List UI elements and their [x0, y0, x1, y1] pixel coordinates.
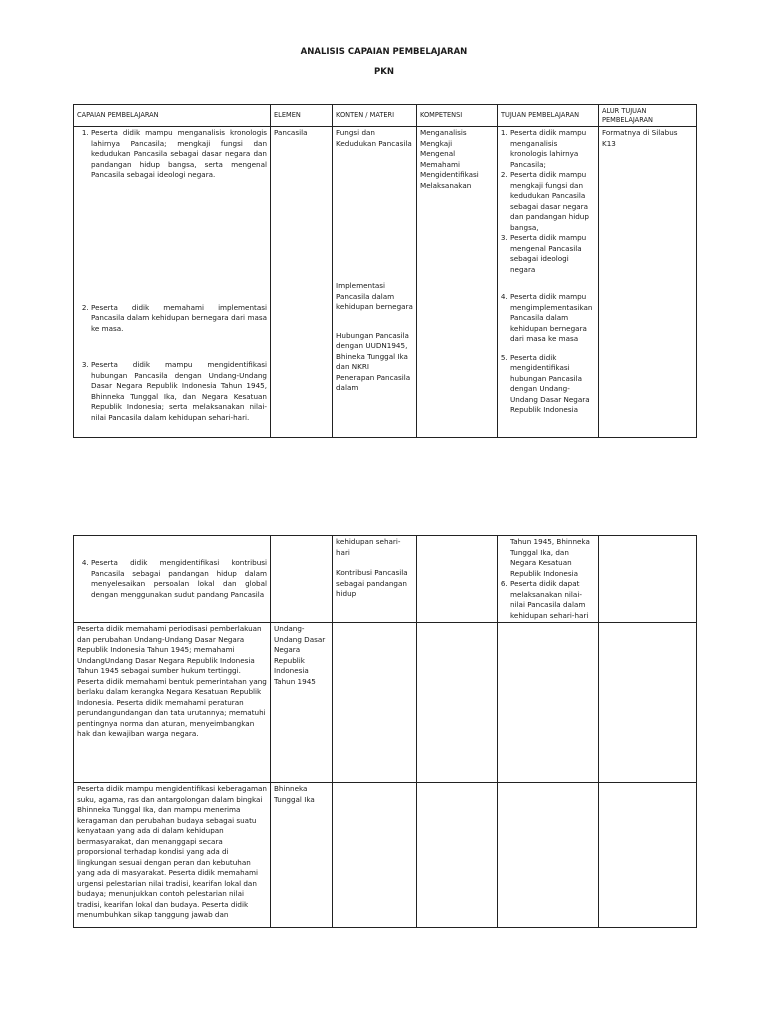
table-row	[74, 127, 697, 438]
tujuan-cell	[498, 127, 599, 438]
cp-item-3: 3. Peserta didik mampu mengidentifikasi hubungan Pancasila dengan Undang-Undang Dasar Negara Republik Indonesia Tahun 1945, Bhinneka Tunggal Ika, dan Negara Kesatuan Republik Indonesia; serta melaksanakan nilai-nilai Pancasila dalam kehidupan sehari-hari.	[91, 360, 267, 423]
tujuan-item-4: 4. Peserta didik mampu mengimplementasikan Pancasila dalam kehidupan bernegara dari masa ke masa	[510, 292, 595, 345]
document-subtitle: PKN	[374, 67, 394, 77]
kompetensi-6: Melaksanakan	[420, 180, 472, 190]
cp-item-1: 1. Peserta didik mampu menganalisis kronologis lahirnya Pancasila; mengkaji fungsi dan kedudukan Pancasila sebagai dasar negara dan pandangan hidup bangsa, serta mengenal Pancasila sebagai ideologi negara.	[91, 128, 267, 181]
elemen-cell: Undang-Undang Dasar Negara Republik Indonesia Tahun 1945	[271, 623, 333, 783]
cp-item-1-list	[77, 128, 267, 181]
konten-cell	[333, 536, 417, 623]
elemen-cell: Bhinneka Tunggal Ika	[271, 783, 333, 928]
konten-1: Fungsi dan Kedudukan Pancasila	[336, 128, 412, 148]
konten-cell	[333, 623, 417, 783]
tujuan-list-4	[498, 579, 595, 621]
cp-group-1-3	[77, 128, 267, 423]
konten-3a: Hubungan Pancasila dengan UUDN1945, Bhineka Tunggal Ika dan NKRI	[336, 330, 409, 371]
alur-cell: Formatnya di Silabus K13	[599, 127, 697, 438]
kompetensi-2: Mengkaji	[420, 138, 453, 148]
alur-cell	[599, 536, 697, 623]
elemen-cell	[271, 536, 333, 623]
tujuan-item-5: 5. Peserta didik mengidentifikasi hubungan Pancasila dengan Undang-Undang Dasar Negara Republik Indonesia	[510, 353, 595, 416]
tujuan-item-1: 1. Peserta didik mampu menganalisis kronologis lahirnya Pancasila;	[510, 128, 595, 170]
konten-cell	[333, 783, 417, 928]
tujuan-list-3	[498, 353, 595, 416]
header-elemen: ELEMEN	[271, 105, 333, 127]
capaian-cell: Peserta didik mampu mengidentifikasi keberagaman suku, agama, ras dan antargolongan dalam bingkai Bhinneka Tunggal Ika, dan mampu menerima keragaman dan perubahan budaya sebagai suatu kenyataan yang ada di dalam kehidupan bermasyarakat, dan menanggapi secara proporsional terhadap kondisi yang ada di lingkungan sesuai dengan peran dan kebutuhan yang ada di masyarakat. Peserta didik memahami urgensi pelestarian nilai tradisi, kearifan lokal dan budaya; menunjukkan contoh pelestarian nilai tradisi, kearifan lokal dan budaya. Peserta didik menumbuhkan sikap tanggung jawab dan	[74, 783, 271, 928]
header-konten: KONTEN / MATERI	[333, 105, 417, 127]
document-title: ANALISIS CAPAIAN PEMBELAJARAN	[300, 47, 468, 57]
table-row	[74, 623, 697, 783]
tujuan-item-2: 2. Peserta didik mampu mengkaji fungsi dan kedudukan Pancasila sebagai dasar negara dan pandangan hidup bangsa,	[510, 170, 595, 233]
konten-2: Implementasi Pancasila dalam kehidupan bernegara	[336, 281, 413, 311]
kompetensi-cell	[417, 536, 498, 623]
elemen-cell: Pancasila	[271, 127, 333, 438]
capaian-cell	[74, 127, 271, 438]
cp-item-3-list	[77, 360, 267, 423]
kompetensi-cell	[417, 783, 498, 928]
tujuan-cell	[498, 783, 599, 928]
table-header-row	[74, 105, 697, 127]
header-kompetensi: KOMPETENSI	[417, 105, 498, 127]
tujuan-cell	[498, 623, 599, 783]
analysis-table-page-2	[73, 535, 697, 928]
kompetensi-4: Memahami	[420, 159, 460, 169]
konten-cell	[333, 127, 417, 438]
cp-item-4: 4. Peserta didik mengidentifikasi kontribusi Pancasila sebagai pandangan hidup dalam menyelesaikan persoalan lokal dan global dengan menggunakan sudut pandang Pancasila	[91, 558, 267, 600]
tujuan-item-6: 6. Peserta didik dapat melaksanakan nilai-nilai Pancasila dalam kehidupan sehari-hari	[510, 579, 595, 621]
header-tujuan: TUJUAN PEMBELAJARAN	[498, 105, 599, 127]
cp-item-2-list	[77, 303, 267, 335]
capaian-cell: Peserta didik memahami periodisasi pemberlakuan dan perubahan Undang-Undang Dasar Negara Republik Indonesia Tahun 1945; memahami UndangUndang Dasar Negara Republik Indonesia Tahun 1945 sebagai sumber hukum tertinggi. Peserta didik memahami bentuk pemerintahan yang berlaku dalam kerangka Negara Kesatuan Republik Indonesia. Peserta didik memahami peraturan perundangundangan dan tata urutannya; mematuhi pentingnya norma dan aturan, menyeimbangkan hak dan kewajiban warga negara.	[74, 623, 271, 783]
tujuan-cell	[498, 536, 599, 623]
tujuan-list-1	[498, 128, 595, 275]
kompetensi-5: Mengidentifikasi	[420, 170, 479, 179]
tujuan-list-2	[498, 292, 595, 345]
table-row	[74, 783, 697, 928]
tujuan-item-5-cont: Tahun 1945, Bhinneka Tunggal Ika, dan Negara Kesatuan Republik Indonesia	[510, 537, 590, 578]
kompetensi-cell	[417, 127, 498, 438]
header-alur: ALUR TUJUAN PEMBELAJARAN	[599, 105, 697, 127]
table-row	[74, 536, 697, 623]
kompetensi-cell	[417, 623, 498, 783]
konten-3b: Penerapan Pancasila dalam	[336, 372, 411, 392]
capaian-cell	[74, 536, 271, 623]
alur-cell	[599, 623, 697, 783]
kompetensi-1: Menganalisis	[420, 128, 467, 137]
konten-4: Kontribusi Pancasila sebagai pandangan hidup	[336, 568, 408, 598]
header-capaian: CAPAIAN PEMBELAJARAN	[74, 105, 271, 127]
analysis-table-page-1	[73, 104, 697, 438]
alur-cell	[599, 783, 697, 928]
tujuan-item-3: 3. Peserta didik mampu mengenal Pancasila sebagai ideologi negara	[510, 233, 595, 275]
kompetensi-3: Mengenal	[420, 149, 456, 158]
cp-item-2: 2. Peserta didik memahami implementasi Pancasila dalam kehidupan bernegara dari masa ke masa.	[91, 303, 267, 335]
cp-item-4-list	[77, 558, 267, 600]
konten-3-cont: kehidupan sehari-hari	[336, 537, 401, 557]
